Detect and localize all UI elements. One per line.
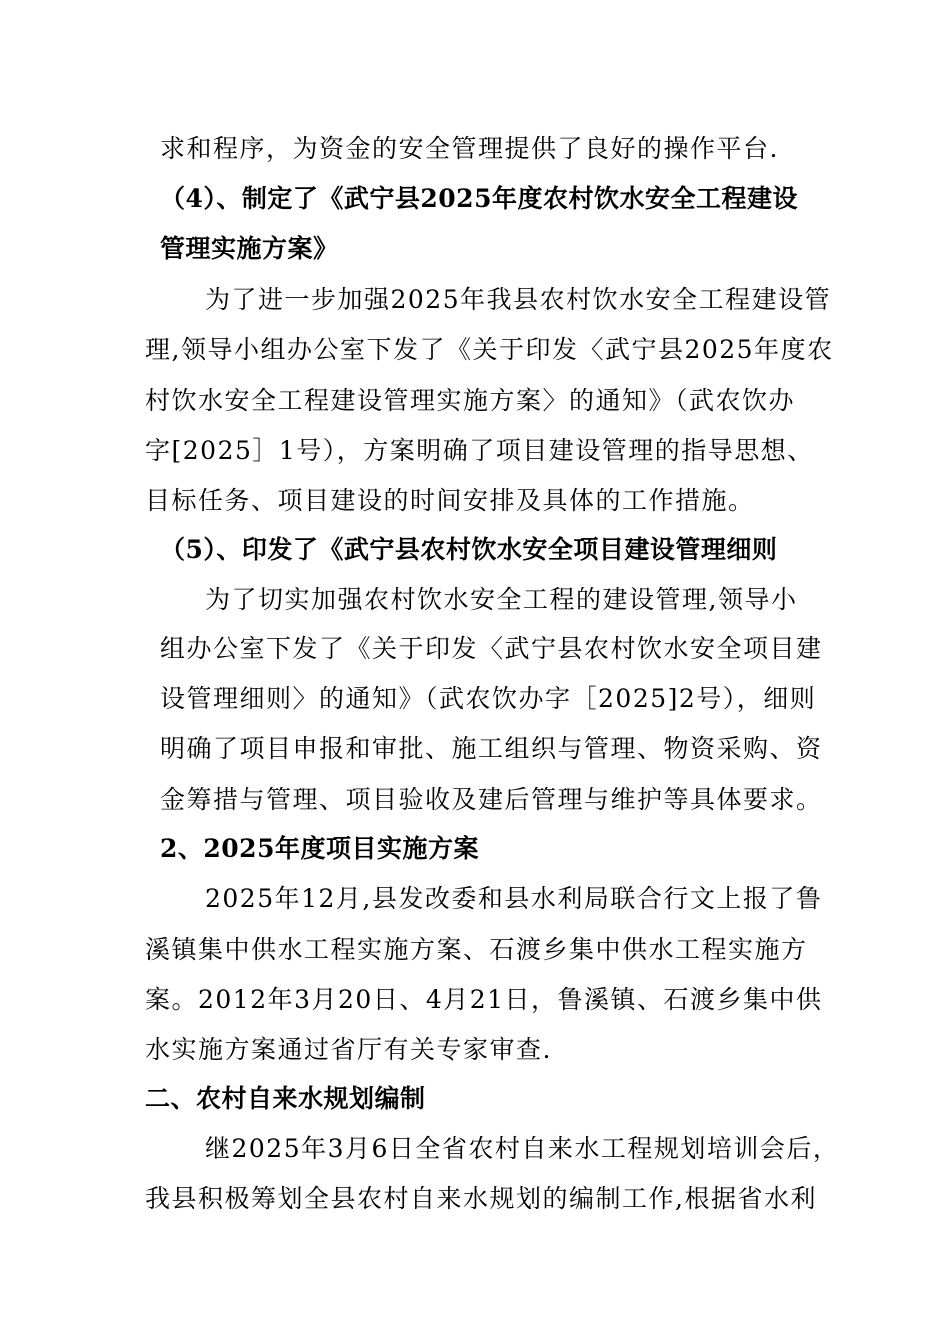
paragraph-line: 村饮水安全工程建设管理实施方案〉的通知》（武农饮办: [145, 386, 796, 415]
paragraph-line: 案。2012年3月20日、4月21日，鲁溪镇、石渡乡集中供: [145, 985, 823, 1014]
paragraph-line: 金筹措与管理、项目验收及建后管理与维护等具体要求。: [160, 785, 823, 814]
paragraph-line: 2025年12月,县发改委和县水利局联合行文上报了鲁: [205, 884, 823, 913]
paragraph-line: 组办公室下发了《关于印发〈武宁县农村饮水安全项目建: [160, 634, 823, 663]
section-heading: （5）、印发了《武宁县农村饮水安全项目建设管理细则: [160, 535, 778, 564]
section-heading-continued: 管理实施方案》: [160, 234, 339, 263]
paragraph-line: 理,领导小组办公室下发了《关于印发〈武宁县2025年度农: [145, 335, 834, 364]
paragraph-line: 我县积极筹划全县农村自来水规划的编制工作,根据省水利: [145, 1184, 817, 1213]
section-heading: 2、2025年度项目实施方案: [160, 834, 479, 863]
paragraph-line: 水实施方案通过省厅有关专家审查.: [145, 1035, 552, 1064]
paragraph-line: 求和程序，为资金的安全管理提供了良好的操作平台.: [160, 134, 779, 163]
paragraph-line: 为了进一步加强2025年我县农村饮水安全工程建设管: [205, 285, 832, 314]
paragraph-line: 溪镇集中供水工程实施方案、石渡乡集中供水工程实施方: [145, 935, 808, 964]
paragraph-line: 设管理细则〉的通知》（武农饮办字［2025]2号），细则: [160, 684, 817, 713]
section-heading: （4）、制定了《武宁县2025年度农村饮水安全工程建设: [160, 184, 798, 213]
paragraph-line: 继2025年3月6日全省农村自来水工程规划培训会后，: [205, 1134, 840, 1163]
paragraph-line: 目标任务、项目建设的时间安排及具体的工作措施。: [145, 486, 755, 515]
paragraph-line: 明确了项目申报和审批、施工组织与管理、物资采购、资: [160, 734, 823, 763]
chapter-heading: 二、农村自来水规划编制: [145, 1084, 426, 1113]
paragraph-line: 为了切实加强农村饮水安全工程的建设管理,领导小: [205, 585, 798, 614]
paragraph-line: 字[2025］1号），方案明确了项目建设管理的指导思想、: [145, 436, 814, 465]
